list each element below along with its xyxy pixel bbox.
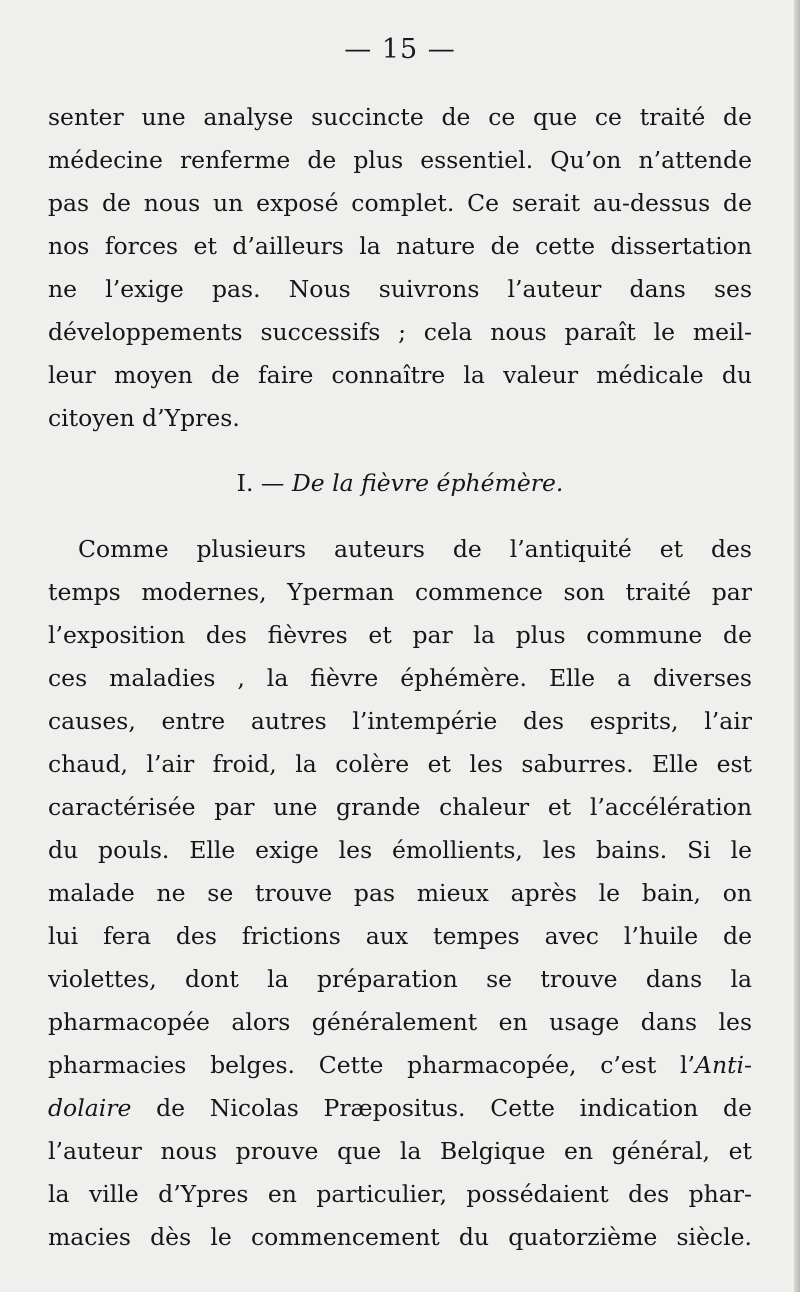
page-edge-shadow [794, 0, 800, 1292]
text-line: temps modernes, Yperman commence son traité par [48, 578, 752, 606]
italic-fragment: dolaire [48, 1094, 132, 1122]
page-number: — 15 — [344, 34, 456, 65]
paragraph-1 [48, 96, 752, 440]
text-line: leur moyen de faire connaître la valeur médicale du [48, 361, 752, 389]
italic-fragment: Anti- [694, 1051, 752, 1079]
text-line: senter une analyse succincte de ce que ce traité de [48, 103, 752, 131]
text-fragment: pharmacies belges. Cette pharmacopée, c’est l’ [48, 1051, 695, 1079]
text-line [48, 1044, 752, 1087]
text-line: du pouls. Elle exige les émollients, les bains. Si le [48, 836, 752, 864]
text-line [48, 1087, 752, 1130]
text-line: l’auteur nous prouve que la Belgique en général, et [48, 1137, 752, 1165]
text-line: chaud, l’air froid, la colère et les saburres. Elle est [48, 750, 752, 778]
section-title: De la fièvre éphémère. [291, 469, 564, 497]
text-line: pas de nous un exposé complet. Ce serait au-dessus de [48, 189, 752, 217]
text-line: pharmacopée alors généralement en usage dans les [48, 1008, 752, 1036]
text-line: Comme plusieurs auteurs de l’antiquité et des [78, 535, 752, 563]
text-line: citoyen d’Ypres. [48, 404, 240, 432]
text-line: la ville d’Ypres en particulier, possédaient des phar- [48, 1180, 752, 1208]
text-line: malade ne se trouve pas mieux après le bain, on [48, 879, 752, 907]
text-line: causes, entre autres l’intempérie des esprits, l’air [48, 707, 752, 735]
section-heading [0, 462, 800, 505]
text-line: macies dès le commencement du quatorzième siècle. [48, 1223, 752, 1251]
text-line: lui fera des frictions aux tempes avec l’huile de [48, 922, 752, 950]
text-fragment: de Nicolas Præpositus. Cette indication de [131, 1094, 752, 1122]
text-line: ne l’exige pas. Nous suivrons l’auteur dans ses [48, 275, 752, 303]
text-line: médecine renferme de plus essentiel. Qu’on n’attende [48, 146, 752, 174]
section-number: I. — [236, 469, 292, 497]
text-line: nos forces et d’ailleurs la nature de cette dissertation [48, 232, 752, 260]
text-line: développements successifs ; cela nous paraît le meil- [48, 318, 752, 346]
paragraph-2 [48, 528, 752, 1259]
text-line: l’exposition des fièvres et par la plus commune de [48, 621, 752, 649]
text-line: caractérisée par une grande chaleur et l’accélération [48, 793, 752, 821]
text-line: ces maladies , la fièvre éphémère. Elle a diverses [48, 664, 752, 692]
text-line: violettes, dont la préparation se trouve dans la [48, 965, 752, 993]
